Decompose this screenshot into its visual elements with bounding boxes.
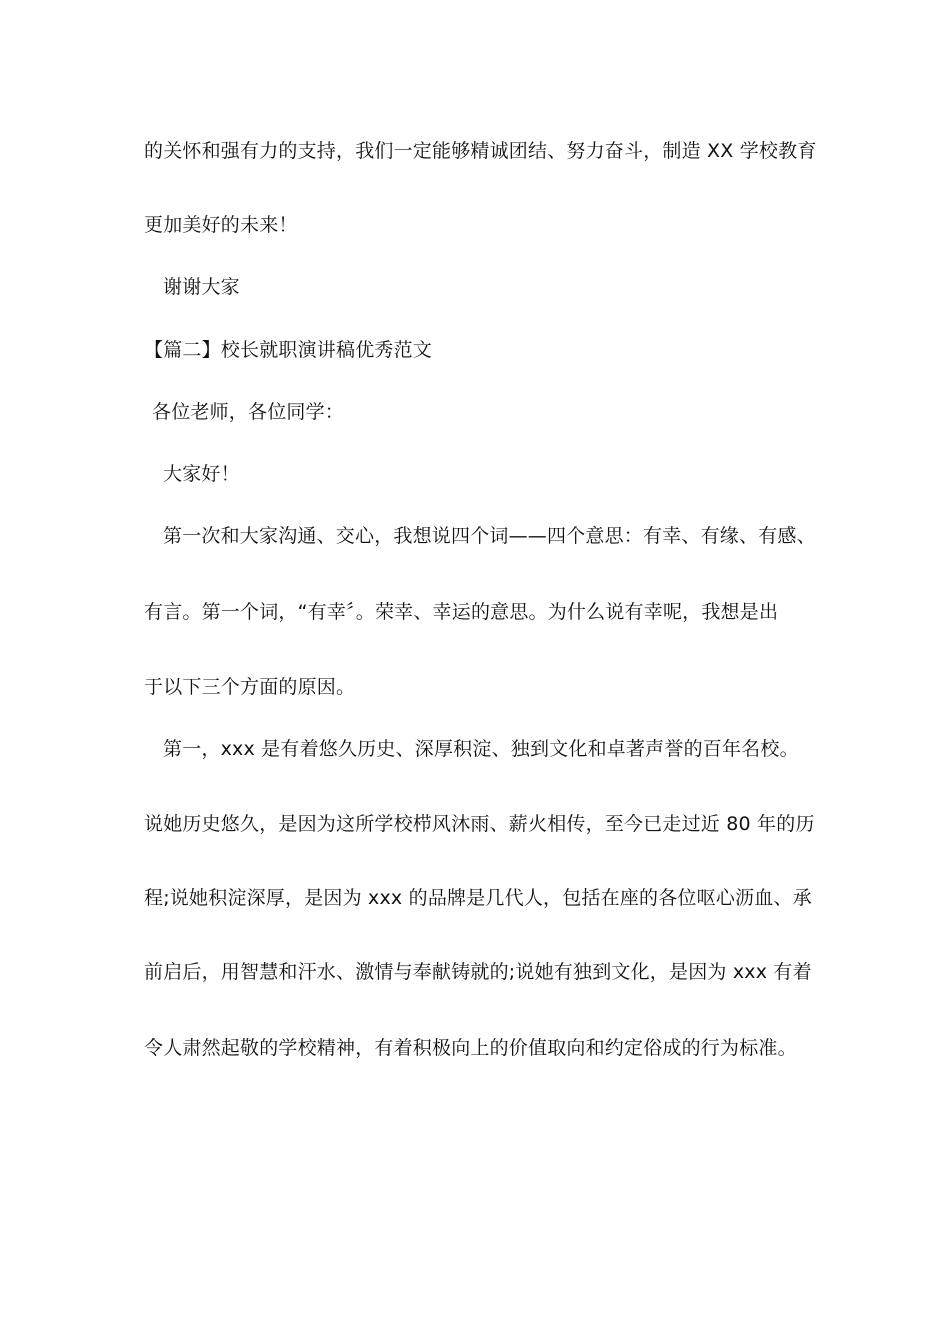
- section-heading: 【篇二】校长就职演讲稿优秀范文: [144, 339, 433, 361]
- salutation: 各位老师，各位同学：: [152, 401, 345, 423]
- paragraph-line: 于以下三个方面的原因。: [144, 676, 356, 698]
- paragraph-line: 程;说她积淀深厚，是因为 xxx 的品牌是几代人，包括在座的各位呕心沥血、承: [144, 887, 812, 909]
- paragraph-line: 第一次和大家沟通、交心，我想说四个词——四个意思：有幸、有缘、有感、: [163, 525, 816, 547]
- paragraph-line: 令人肃然起敬的学校精神，有着积极向上的价值取向和约定俗成的行为标准。: [144, 1037, 797, 1059]
- greeting: 大家好！: [163, 463, 240, 485]
- paragraph-line: 有言。第一个词，“有幸〞。荣幸、幸运的意思。为什么说有幸呢，我想是出: [144, 601, 779, 623]
- paragraph-line: 前启后，用智慧和汗水、激情与奉献铸就的;说她有独到文化，是因为 xxx 有着: [144, 961, 812, 983]
- paragraph-line: 更加美好的未来！: [144, 214, 298, 236]
- paragraph-line: 的关怀和强有力的支持，我们一定能够精诚团结、努力奋斗，制造 XX 学校教育: [144, 140, 817, 162]
- closing-thanks: 谢谢大家: [163, 276, 240, 298]
- paragraph-line: 第一，xxx 是有着悠久历史、深厚积淀、独到文化和卓著声誉的百年名校。: [163, 738, 799, 760]
- paragraph-line: 说她历史悠久，是因为这所学校栉风沐雨、薪火相传，至今已走过近 80 年的历: [144, 813, 815, 835]
